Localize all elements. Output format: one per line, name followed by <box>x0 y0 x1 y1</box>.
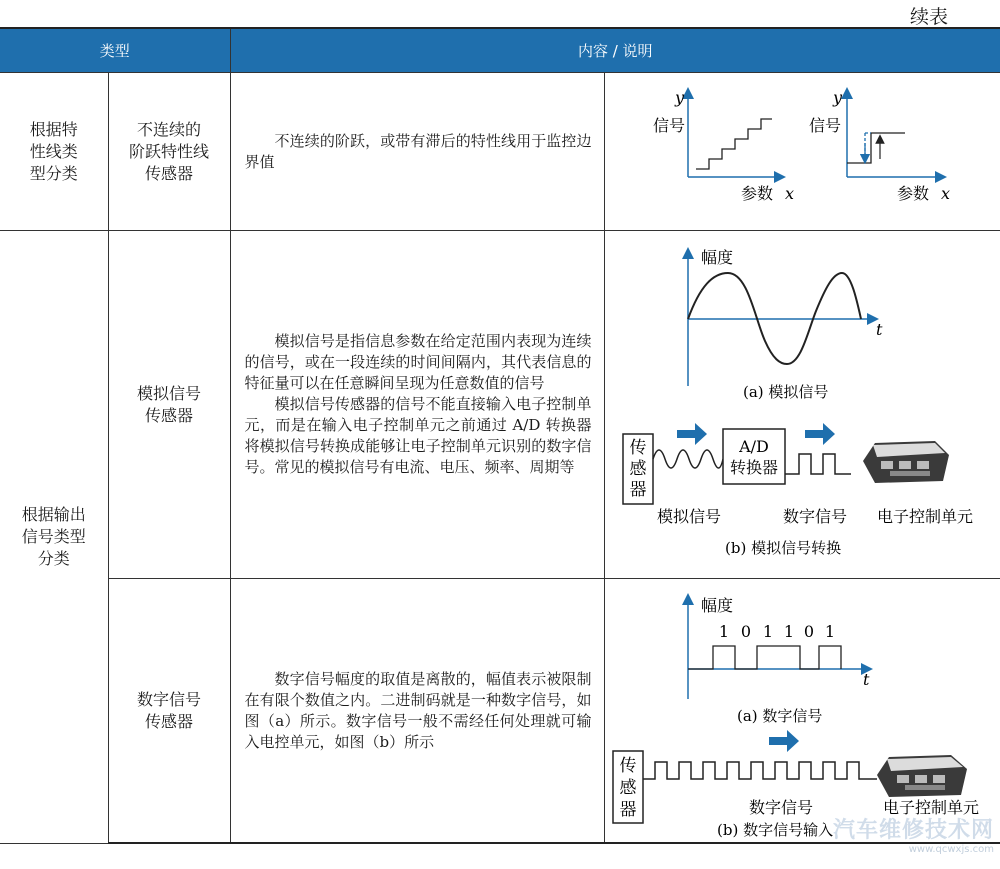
svg-text:1: 1 <box>762 622 773 641</box>
watermark: 汽车维修技术网 www.qcwxjs.com <box>832 818 994 855</box>
table-row <box>0 73 1000 231</box>
svg-text:感: 感 <box>629 459 647 479</box>
arrow-right-icon <box>769 730 799 752</box>
description-cell: 不连续的阶跃，或带有滞后的特性线用于监控边界值 <box>230 73 604 231</box>
svg-text:电子控制单元: 电子控制单元 <box>882 798 979 817</box>
category-cell: 根据输出 信号类型 分类 <box>0 231 108 844</box>
svg-text:器: 器 <box>619 800 637 820</box>
svg-text:1: 1 <box>718 622 729 641</box>
analog-signal-figure <box>604 231 1000 579</box>
description-cell: 模拟信号是指信息参数在给定范围内表现为连续的信号，或在一段连续的时间间隔内，其代表信息的特征量可以在任意瞬间呈现为任意数值的信号 模拟信号传感器的信号不能直接输入电子控制单元，而是在输入电子控制单元之前通过 A/D 转换器将模拟信号转换成能够让电子控制单元识别的数字信号。常见的模拟信号有电流、电压、频率、周期等 <box>230 231 604 579</box>
subtype-cell: 数字信号 传感器 <box>108 579 230 844</box>
arrow-right-icon <box>805 423 835 445</box>
svg-text:(a) 数字信号: (a) 数字信号 <box>736 707 822 725</box>
subtype-cell: 模拟信号 传感器 <box>108 231 230 579</box>
sensor-classification-table <box>0 27 1000 844</box>
ecu-module-icon <box>877 755 967 797</box>
svg-text:传: 传 <box>619 756 637 776</box>
svg-text:幅度: 幅度 <box>700 248 733 267</box>
svg-text:数字信号: 数字信号 <box>748 798 813 817</box>
svg-text:0: 0 <box>803 622 814 641</box>
arrow-right-icon <box>677 423 707 445</box>
svg-text:器: 器 <box>629 480 647 500</box>
step-characteristic-figure <box>604 73 1000 231</box>
svg-text:t: t <box>862 670 869 689</box>
table-row <box>0 231 1000 579</box>
svg-text:模拟信号: 模拟信号 <box>656 507 721 526</box>
svg-text:转换器: 转换器 <box>729 458 778 477</box>
svg-text:1: 1 <box>824 622 835 641</box>
svg-text:传: 传 <box>629 438 647 458</box>
header-content: 内容 / 说明 <box>230 28 1000 73</box>
svg-text:数字信号: 数字信号 <box>782 507 847 526</box>
svg-text:y: y <box>674 88 684 107</box>
svg-text:x: x <box>940 184 950 203</box>
svg-text:幅度: 幅度 <box>700 596 733 615</box>
svg-text:电子控制单元: 电子控制单元 <box>876 507 973 526</box>
continued-label: 续表 <box>909 6 948 28</box>
ecu-module-icon <box>863 441 949 483</box>
svg-text:(b) 模拟信号转换: (b) 模拟信号转换 <box>724 539 841 557</box>
subtype-cell: 不连续的 阶跃特性线 传感器 <box>108 73 230 231</box>
svg-text:感: 感 <box>619 778 637 798</box>
header-type: 类型 <box>0 28 230 73</box>
category-cell: 根据特 性线类 型分类 <box>0 73 108 231</box>
svg-text:0: 0 <box>740 622 751 641</box>
svg-text:t: t <box>875 320 882 339</box>
svg-text:信号: 信号 <box>652 116 685 135</box>
svg-text:(a) 模拟信号: (a) 模拟信号 <box>742 383 828 401</box>
description-cell: 数字信号幅度的取值是离散的，幅值表示被限制在有限个数值之内。二进制码就是一种数字信号，如图（a）所示。数字信号一般不需经任何处理就可输入电控单元，如图（b）所示 <box>230 579 604 844</box>
svg-text:x: x <box>784 184 794 203</box>
svg-text:y: y <box>832 88 842 107</box>
svg-text:信号: 信号 <box>808 116 841 135</box>
svg-text:参数: 参数 <box>740 184 773 203</box>
table-row <box>0 579 1000 844</box>
svg-text:(b) 数字信号输入: (b) 数字信号输入 <box>716 821 833 839</box>
svg-text:1: 1 <box>783 622 794 641</box>
svg-text:参数: 参数 <box>896 184 929 203</box>
svg-text:A/D: A/D <box>738 437 769 456</box>
digital-signal-figure <box>604 579 1000 844</box>
